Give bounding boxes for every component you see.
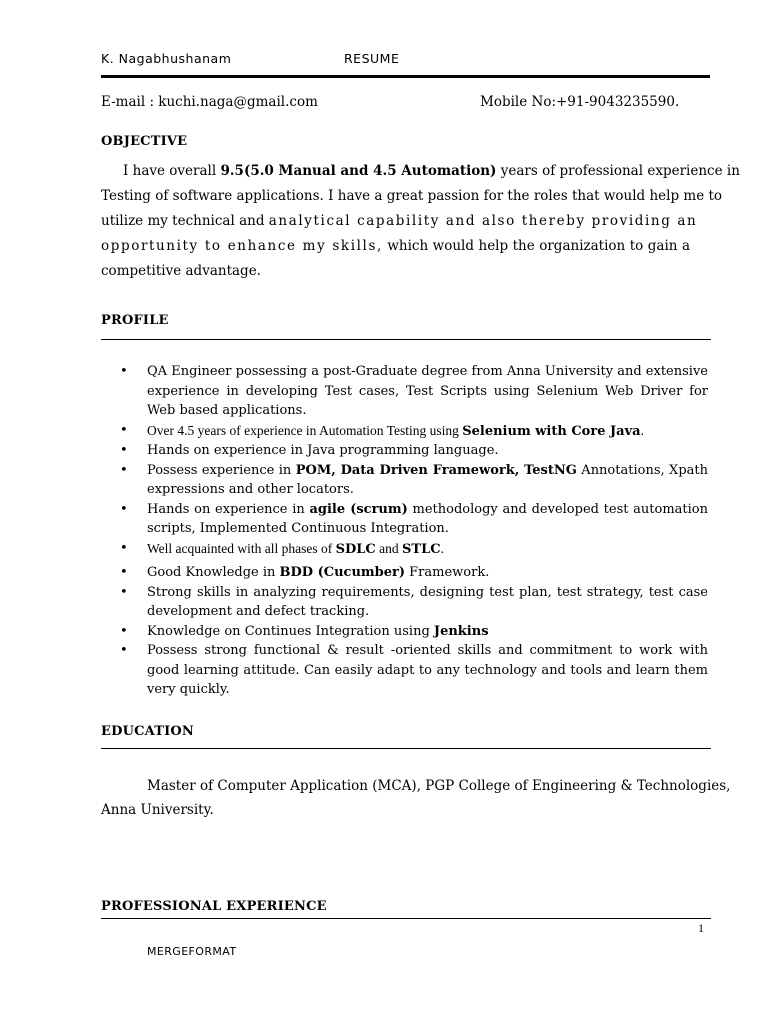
email-address[interactable]: kuchi.naga@gmail.com bbox=[158, 94, 318, 110]
field-code-text: MERGEFORMAT bbox=[147, 945, 237, 958]
objective-text: analytical capability and also thereby providing an bbox=[268, 213, 698, 229]
profile-item bbox=[120, 461, 708, 500]
objective-line-2: Testing of software applications. I have a great passion for the roles that would help me to bbox=[101, 188, 723, 204]
profile-item-text: Good Knowledge in bbox=[147, 565, 280, 580]
profile-item-highlight: STLC bbox=[402, 541, 441, 557]
profile-item-text: Framework. bbox=[405, 565, 490, 580]
objective-experience-highlight: 9.5(5.0 Manual and 4.5 Automation) bbox=[220, 163, 497, 179]
education-line-1: Master of Computer Application (MCA), PGP College of Engineering & Technologies, bbox=[147, 778, 731, 794]
resume-title: RESUME bbox=[344, 51, 400, 66]
profile-item bbox=[120, 563, 708, 583]
profile-item-text: Strong skills in analyzing requirements, designing test plan, test strategy, test case development and defect tracking. bbox=[147, 584, 708, 619]
profile-item-text: and bbox=[375, 540, 403, 556]
profile-item-text: Possess strong functional & result -oriented skills and commitment to work with good learning attitude. Can easily adapt to any technology and tools and learn them very quickly. bbox=[147, 643, 708, 697]
profile-item bbox=[120, 622, 708, 642]
header-divider bbox=[101, 75, 710, 78]
profile-item-highlight: POM, Data Driven Framework, TestNG bbox=[295, 462, 577, 478]
profile-item-highlight: agile (scrum) bbox=[309, 501, 408, 517]
profile-item bbox=[120, 641, 708, 700]
professional-experience-divider bbox=[101, 918, 711, 919]
profile-item-text: Possess experience in bbox=[147, 462, 296, 478]
profile-item-text: Knowledge on Continues Integration using bbox=[147, 623, 434, 639]
profile-item-text: Well acquainted with all phases of bbox=[147, 540, 336, 556]
objective-line-3 bbox=[101, 209, 698, 234]
profile-item-highlight: SDLC bbox=[335, 541, 376, 557]
profile-item-text: Over 4.5 years of experience in Automation Testing using bbox=[147, 422, 463, 438]
profile-item bbox=[120, 539, 708, 560]
profile-item-text: . bbox=[640, 422, 644, 438]
objective-line-1 bbox=[101, 159, 740, 184]
objective-text: opportunity to enhance my skills, bbox=[101, 238, 383, 254]
education-paragraph bbox=[101, 774, 731, 822]
profile-heading: PROFILE bbox=[101, 313, 169, 328]
profile-item bbox=[120, 362, 708, 421]
profile-item bbox=[120, 441, 708, 461]
profile-item-text: Hands on experience in bbox=[147, 501, 310, 517]
profile-item bbox=[120, 583, 708, 622]
profile-list bbox=[120, 362, 708, 700]
education-divider bbox=[101, 748, 711, 749]
profile-item-highlight: BDD (Cucumber) bbox=[279, 565, 406, 580]
professional-experience-heading: PROFESSIONAL EXPERIENCE bbox=[101, 899, 327, 914]
objective-text: I have overall bbox=[123, 163, 221, 179]
email-label: E-mail : bbox=[101, 94, 159, 110]
page-number: 1 bbox=[698, 921, 704, 935]
mobile-number: +91-9043235590. bbox=[556, 94, 680, 110]
profile-item-text: Annotations, Xpath expressions and other locators. bbox=[147, 462, 708, 497]
objective-line-4 bbox=[101, 234, 690, 259]
mobile-label: Mobile No: bbox=[480, 94, 556, 110]
objective-heading: OBJECTIVE bbox=[101, 134, 188, 149]
profile-item-text: methodology and developed test automation scripts, Implemented Continuous Integration. bbox=[147, 501, 709, 536]
objective-text: years of professional experience in bbox=[496, 163, 740, 179]
objective-text: utilize my technical and bbox=[101, 213, 269, 229]
profile-item-text: Hands on experience in Java programming language. bbox=[147, 443, 499, 458]
profile-item-text: . bbox=[440, 540, 444, 556]
education-heading: EDUCATION bbox=[101, 724, 195, 739]
profile-item bbox=[120, 500, 708, 539]
email-line bbox=[101, 94, 318, 110]
objective-paragraph bbox=[101, 159, 740, 284]
mobile-line bbox=[480, 94, 679, 110]
objective-text: which would help the organization to gain a bbox=[382, 238, 691, 254]
profile-item-highlight: Jenkins bbox=[433, 623, 489, 639]
profile-divider bbox=[101, 339, 711, 340]
profile-item-highlight: Selenium with Core Java bbox=[462, 423, 641, 439]
education-line-2: Anna University. bbox=[101, 802, 214, 818]
profile-item-text: QA Engineer possessing a post-Graduate degree from Anna University and extensive experience in developing Test cases, Test Scripts using Selenium Web Driver for Web based applications. bbox=[147, 364, 708, 418]
profile-item bbox=[120, 421, 708, 442]
objective-line-5: competitive advantage. bbox=[101, 263, 261, 279]
resume-name: K. Nagabhushanam bbox=[101, 51, 232, 66]
